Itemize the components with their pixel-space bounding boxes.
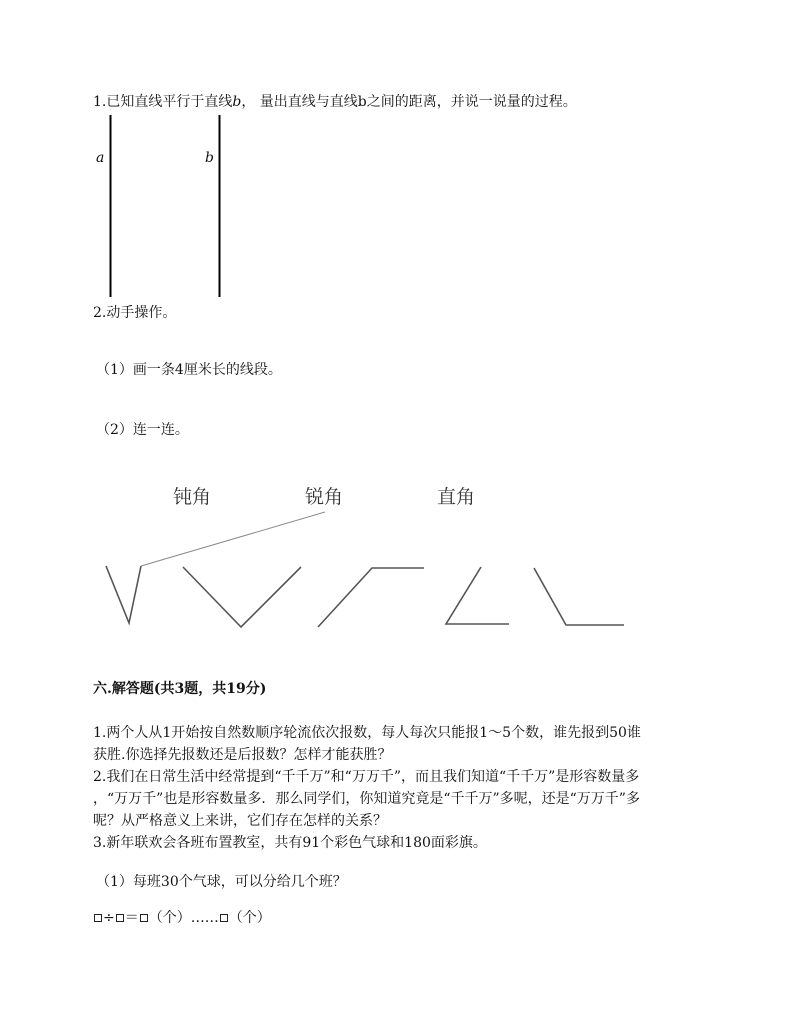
p1-line1: 1.两个人从1开始按自然数顺序轮流依次报数，每人每次只能报1～5个数，谁先报到50谁 [93, 725, 641, 741]
unit-label: （个） [228, 910, 271, 926]
angle-2 [183, 567, 301, 627]
angle-label-right: 直角 [437, 486, 476, 508]
p3-sub1: （1）每班30个气球，可以分给几个班？ [96, 874, 347, 890]
blank-box[interactable] [140, 914, 148, 922]
q1-var-b: b [232, 94, 242, 110]
equals-sign: ＝ [124, 910, 139, 926]
connect-line [141, 512, 325, 566]
p2-line2: ，“万万千”也是形容数量多．那么同学们，你知道究竟是“千千万”多呢，还是“万万千”多 [93, 791, 640, 807]
line-b-label: b [205, 150, 214, 166]
line-a-label: a [96, 150, 105, 166]
blank-box[interactable] [94, 914, 102, 922]
angle-1 [106, 566, 141, 623]
p3-line1: 3.新年联欢会各班布置教室，共有91个彩色气球和180面彩旗。 [93, 835, 487, 851]
q1-text-prefix: 1.已知直线平行于直线 [93, 94, 233, 110]
q2-sub2: （2）连一连。 [96, 422, 189, 438]
angle-4 [446, 567, 509, 624]
p1-line2: 获胜.你选择先报数还是后报数？怎样才能获胜？ [93, 747, 392, 763]
angle-label-obtuse: 钝角 [173, 486, 212, 508]
angle-label-acute: 锐角 [305, 486, 344, 508]
angle-5 [534, 568, 624, 625]
p2-line3: 呢？从严格意义上来讲，它们存在怎样的关系？ [93, 813, 387, 829]
divide-sign: ÷ [103, 910, 115, 926]
blank-box[interactable] [220, 914, 228, 922]
division-formula [93, 907, 271, 929]
angle-3 [318, 568, 424, 627]
unit-remainder: （个）…… [148, 910, 219, 926]
blank-box[interactable] [116, 914, 124, 922]
q1-text-suffix: ， 量出直线与直线b之间的距离，并说一说量的过程。 [241, 94, 577, 110]
q2-title: 2.动手操作。 [93, 305, 177, 321]
p2-line1: 2.我们在日常生活中经常提到“千千万”和“万万千”，而且我们知道“千千万”是形容数量多 [93, 769, 640, 785]
section-heading: 六.解答题(共3题，共19分) [93, 681, 267, 697]
q2-sub1: （1）画一条4厘米长的线段。 [96, 362, 282, 378]
